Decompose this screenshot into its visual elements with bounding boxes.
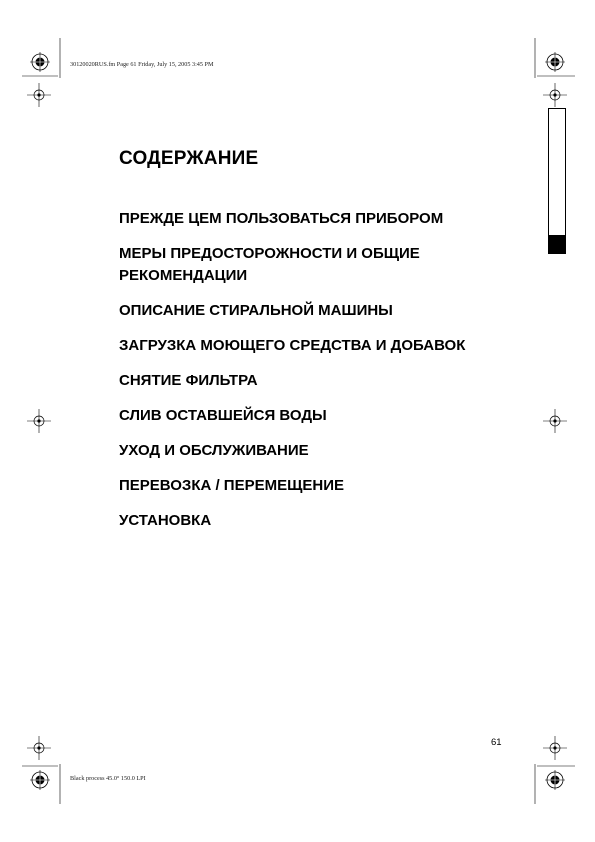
page-title: СОДЕРЖАНИЕ xyxy=(119,148,259,169)
toc-item: ЗАГРУЗКА МОЮЩЕГО СРЕДСТВА И ДОБАВОК xyxy=(119,337,466,354)
crosshair-mark-icon xyxy=(27,83,51,107)
section-tab xyxy=(548,108,566,254)
crosshair-mark-icon xyxy=(543,736,567,760)
toc-item: УСТАНОВКА xyxy=(119,512,212,529)
crosshair-mark-icon xyxy=(27,736,51,760)
toc-item: ПЕРЕВОЗКА / ПЕРЕМЕЩЕНИЕ xyxy=(119,477,345,494)
registration-mark-icon xyxy=(545,52,565,72)
print-footer: Black process 45.0° 150.0 LPI xyxy=(70,775,146,782)
crosshair-mark-icon xyxy=(543,409,567,433)
table-of-contents xyxy=(119,208,519,545)
crosshair-mark-icon xyxy=(27,409,51,433)
toc-item: ОПИСАНИЕ СТИРАЛЬНОЙ МАШИНЫ xyxy=(119,302,393,319)
toc-item: УХОД И ОБСЛУЖИВАНИЕ xyxy=(119,442,309,459)
toc-item: МЕРЫ ПРЕДОСТОРОЖНОСТИ И ОБЩИЕ РЕКОМЕНДАЦИИ xyxy=(119,245,420,284)
toc-item: ПРЕЖДЕ ЦЕМ ПОЛЬЗОВАТЬСЯ ПРИБОРОМ xyxy=(119,210,444,227)
toc-item: СНЯТИЕ ФИЛЬТРА xyxy=(119,372,258,389)
registration-mark-icon xyxy=(30,52,50,72)
crosshair-mark-icon xyxy=(543,83,567,107)
print-header: 30120020RUS.fm Page 61 Friday, July 15, 2005 3:45 PM xyxy=(70,61,214,68)
registration-mark-icon xyxy=(545,770,565,790)
registration-mark-icon xyxy=(30,770,50,790)
toc-item: СЛИВ ОСТАВШЕЙСЯ ВОДЫ xyxy=(119,407,327,424)
page-number: 61 xyxy=(491,737,502,748)
section-tab-marker xyxy=(549,235,565,253)
